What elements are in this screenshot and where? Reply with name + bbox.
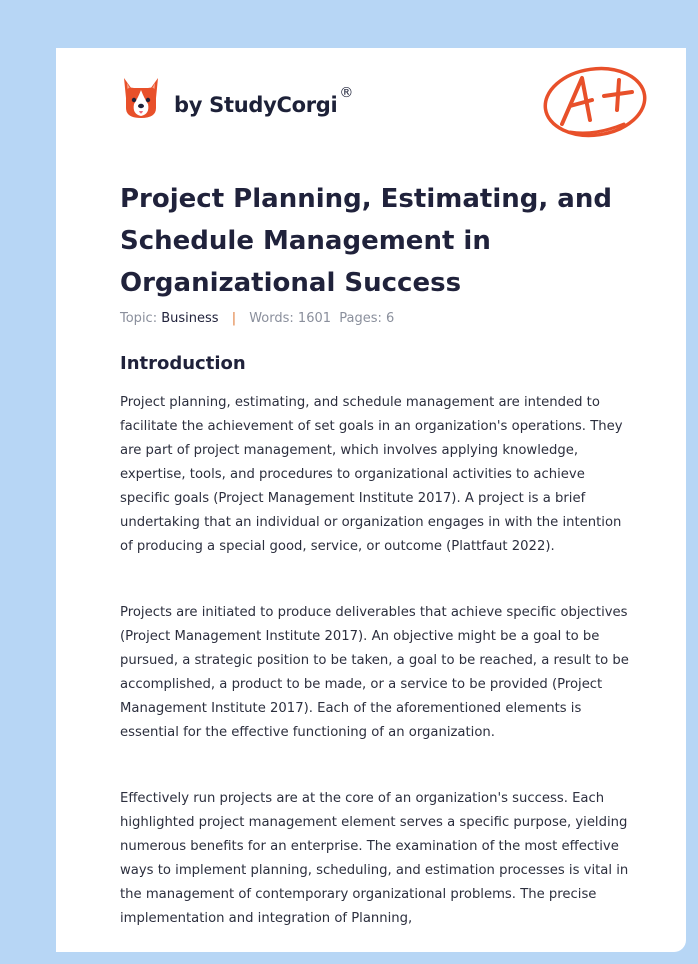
document-page (56, 48, 686, 952)
registered-mark: ® (339, 85, 354, 101)
topic-link[interactable]: Business (161, 311, 219, 326)
topic-label: Topic: (120, 311, 158, 326)
brand-text: by StudyCorgi (174, 93, 338, 117)
brand-name (174, 85, 354, 117)
section-heading-introduction: Introduction (120, 353, 246, 374)
paragraph: Effectively run projects are at the core of an organization's success. Each highlighted project management element serves a specific purpose, yielding numerous benefits for an enterprise. The examination of the most effective ways to implement planning, scheduling, and estimation processes is vital in the management of contemporary organizational problems. The precise implementation and integration of Planning, (120, 791, 629, 926)
page-count: Pages: 6 (339, 311, 395, 326)
corgi-icon (120, 74, 162, 122)
studycorgi-logo[interactable] (120, 74, 353, 122)
word-count: Words: 1601 (249, 311, 332, 326)
document-title: Project Planning, Estimating, and Schedule Management in Organizational Success (120, 184, 612, 298)
document-meta (120, 311, 394, 326)
meta-separator: | (231, 311, 237, 326)
a-plus-grade-icon (540, 62, 650, 142)
header (120, 74, 640, 144)
paragraph: Projects are initiated to produce deliverables that achieve specific objectives (Project Management Institute 2017). An objective might be a goal to be pursued, a strategic position to be taken, a goal to be reached, a result to be accomplished, a product to be made, or a service to be provided (Project Management Institute 2017). Each of the aforementioned elements is essential for the effective functioning of an organization. (120, 605, 629, 740)
paragraph: Project planning, estimating, and schedule management are intended to facilitate the achievement of set goals in an organization's operations. They are part of project management, which involves applying knowledge, expertise, tools, and procedures to organizational activities to achieve specific goals (Project Management Institute 2017). A project is a brief undertaking that an individual or organization engages in with the intention of producing a special good, service, or outcome (Plattfaut 2022). (120, 395, 623, 554)
